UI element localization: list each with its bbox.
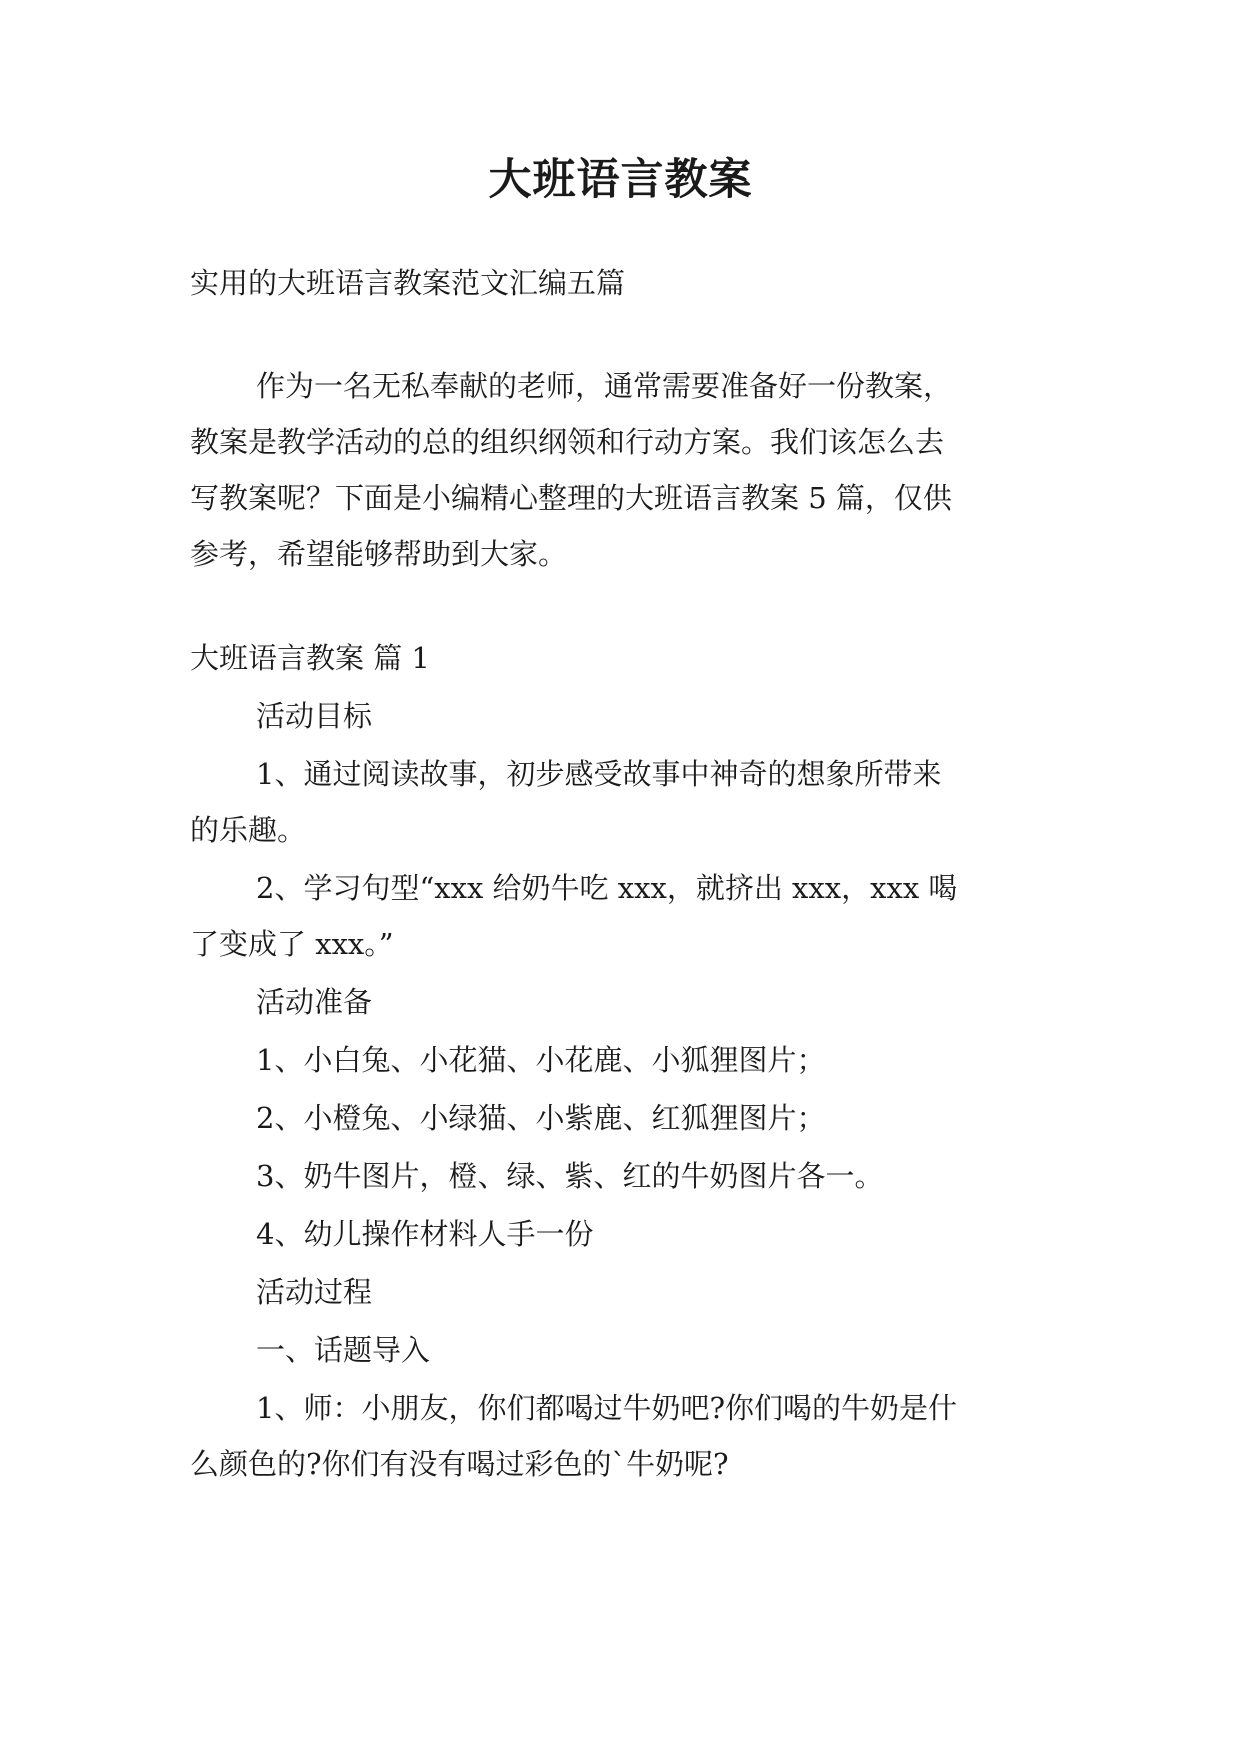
process-subheading: 一、话题导入	[256, 1333, 431, 1367]
prep-item: 3、奶牛图片，橙、绿、紫、红的牛奶图片各一。	[256, 1159, 884, 1193]
prep-item: 2、小橙兔、小绿猫、小紫鹿、红狐狸图片；	[256, 1101, 826, 1135]
intro-line: 作为一名无私奉献的老师，通常需要准备好一份教案，	[256, 369, 953, 403]
document-subtitle: 实用的大班语言教案范文汇编五篇	[190, 266, 626, 300]
prep-heading: 活动准备	[256, 985, 373, 1019]
document-title: 大班语言教案	[488, 155, 753, 205]
goal-line: 了变成了 xxx。”	[190, 927, 394, 961]
process-line: 么颜色的?你们有没有喝过彩色的`牛奶呢?	[190, 1447, 729, 1481]
process-heading: 活动过程	[256, 1275, 373, 1309]
prep-item: 4、幼儿操作材料人手一份	[256, 1217, 594, 1251]
intro-line: 写教案呢？下面是小编精心整理的大班语言教案 5 篇，仅供	[190, 481, 952, 515]
intro-line: 教案是教学活动的总的组织纲领和行动方案。我们该怎么去	[190, 425, 945, 459]
goal-heading: 活动目标	[256, 699, 373, 733]
process-line: 1、师：小朋友，你们都喝过牛奶吧?你们喝的牛奶是什	[256, 1391, 957, 1425]
goal-line: 1、通过阅读故事，初步感受故事中神奇的想象所带来	[256, 757, 942, 791]
goal-line: 2、学习句型“xxx 给奶牛吃 xxx，就挤出 xxx，xxx 喝	[256, 871, 958, 905]
intro-line: 参考，希望能够帮助到大家。	[190, 537, 568, 571]
section-heading: 大班语言教案 篇 1	[190, 641, 430, 675]
prep-item: 1、小白兔、小花猫、小花鹿、小狐狸图片；	[256, 1043, 826, 1077]
goal-line: 的乐趣。	[190, 813, 307, 847]
